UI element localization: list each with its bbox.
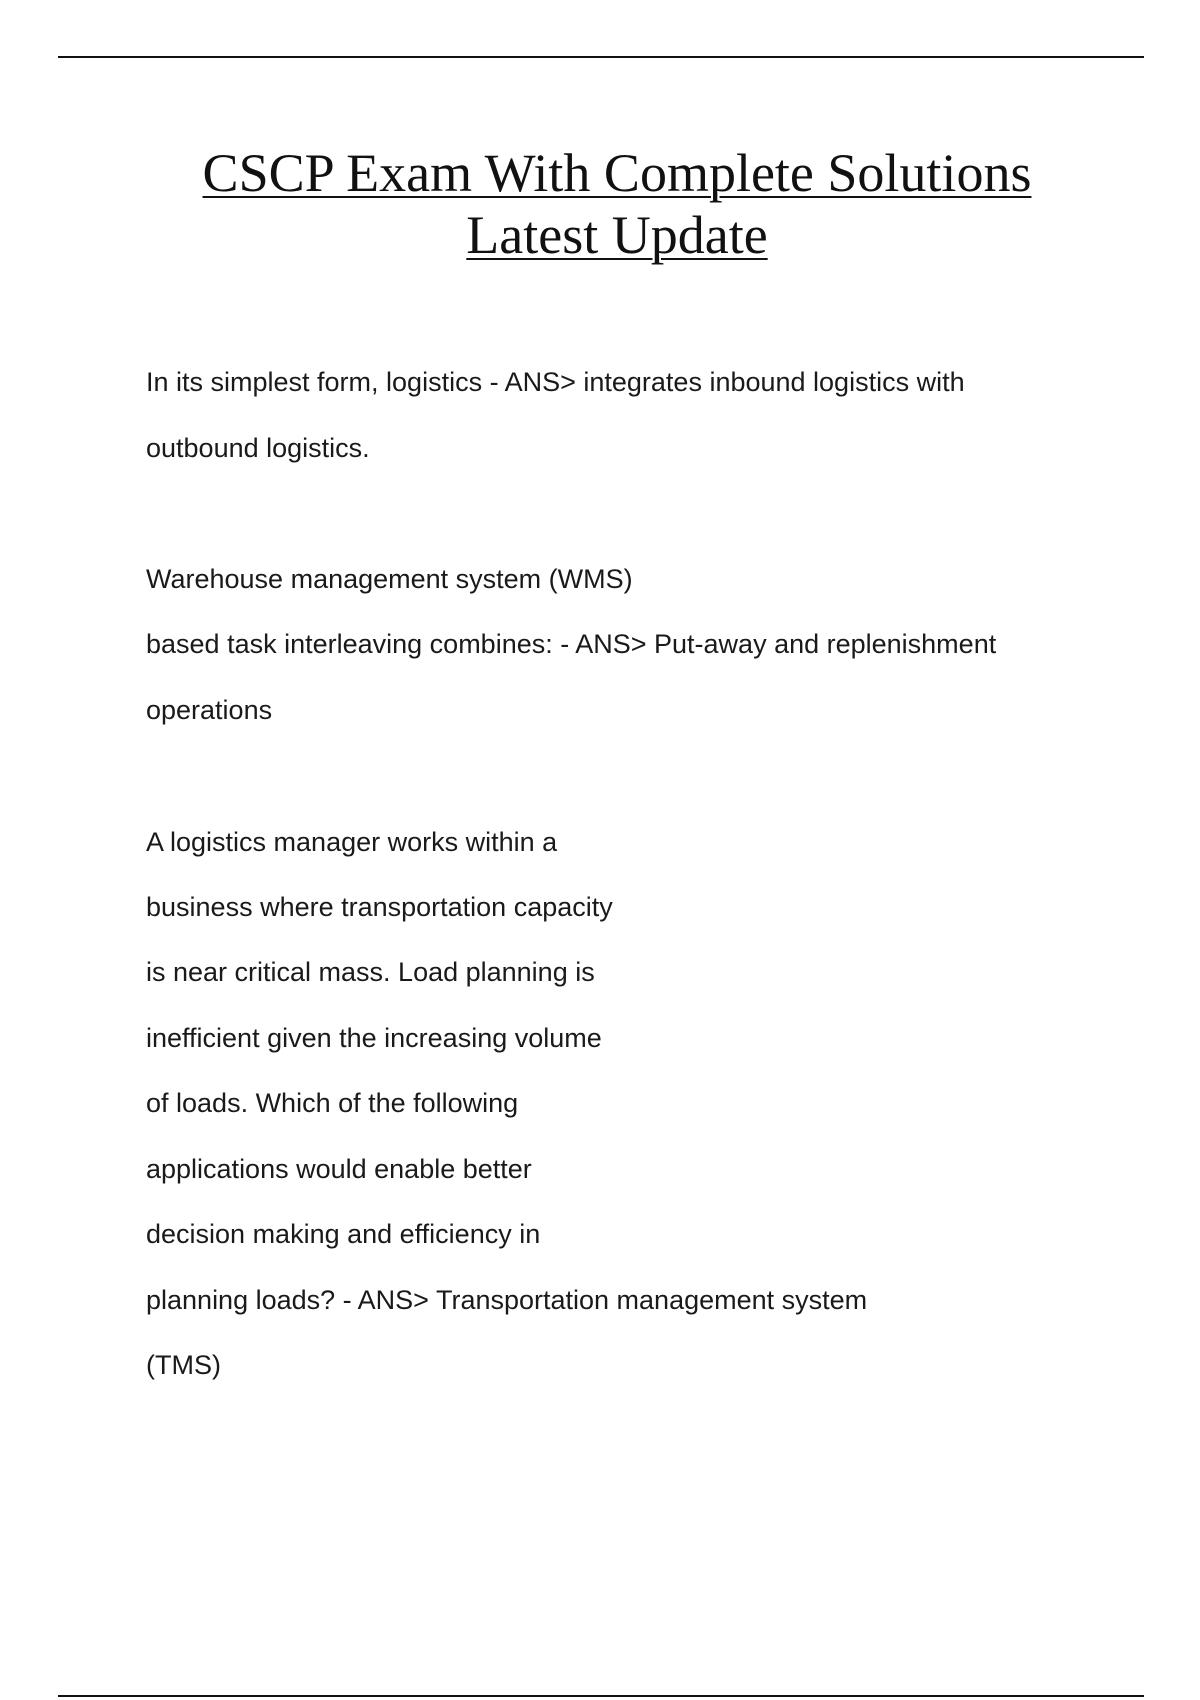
qa-1-line-2: outbound logistics. [146,433,370,463]
qa-2-line-2: based task interleaving combines: - ANS> Put-away and replenishment [146,629,997,659]
qa-3-line-6: applications would enable better [146,1154,532,1184]
qa-3-line-7: decision making and efficiency in [146,1219,541,1249]
qa-2-line-3: operations [146,695,273,725]
bottom-rule [58,1695,1144,1697]
title-line-2: Latest Update [466,205,768,265]
qa-3-line-4: inefficient given the increasing volume [146,1023,602,1053]
qa-3-line-9: (TMS) [146,1350,221,1380]
qa-3-line-5: of loads. Which of the following [146,1088,519,1118]
document-title [0,142,1200,266]
qa-3-line-2: business where transportation capacity [146,892,613,922]
top-rule [58,56,1144,58]
qa-3-line-1: A logistics manager works within a [146,827,558,857]
qa-1-line-1: In its simplest form, logistics - ANS> integrates inbound logistics with [146,367,965,397]
qa-2-line-1: Warehouse management system (WMS) [146,564,633,594]
qa-3-line-8: planning loads? - ANS> Transportation management system [146,1285,868,1315]
title-line-1: CSCP Exam With Complete Solutions [202,143,1032,203]
qa-3-line-3: is near critical mass. Load planning is [146,957,595,987]
